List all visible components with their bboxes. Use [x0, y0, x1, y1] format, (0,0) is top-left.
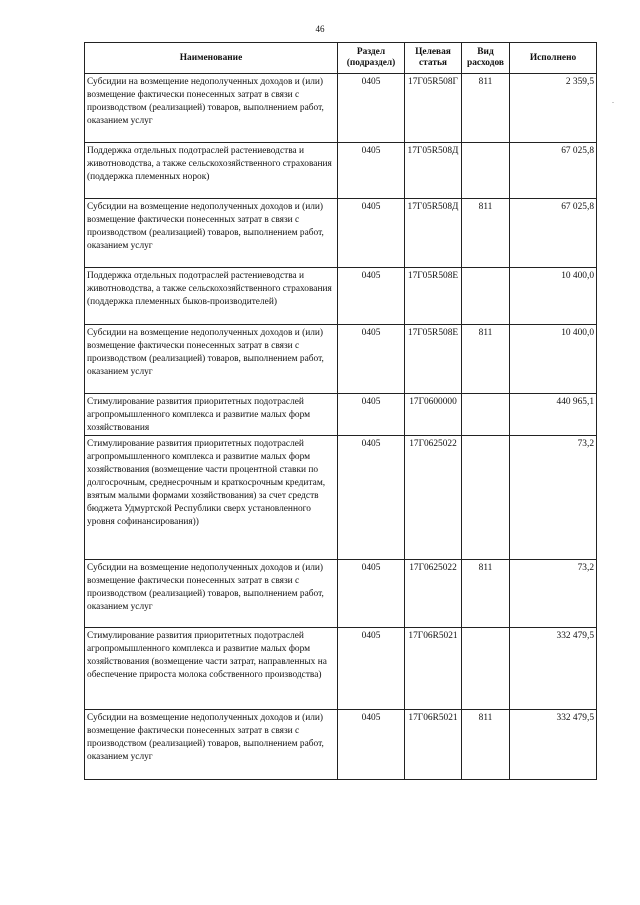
- budget-table: [84, 42, 597, 780]
- cell-executed: 10 400,0: [510, 268, 597, 325]
- cell-target: 17Г05R508Е: [405, 268, 462, 325]
- table-row: [85, 394, 597, 436]
- table-body: [85, 74, 597, 780]
- cell-name: Стимулирование развития приоритетных подотраслей агропромышленного комплекса и развитие малых форм хозяйствования: [85, 394, 338, 436]
- cell-executed: 67 025,8: [510, 143, 597, 199]
- cell-name: Стимулирование развития приоритетных подотраслей агропромышленного комплекса и развитие малых форм хозяйствования (возмещение части затрат, направленных на обеспечение прироста молока собственного производства): [85, 628, 338, 710]
- table-row: [85, 436, 597, 560]
- cell-target: 17Г05R508Д: [405, 199, 462, 268]
- cell-type: 811: [462, 325, 510, 394]
- cell-executed: 440 965,1: [510, 394, 597, 436]
- cell-target: 17Г06R5021: [405, 628, 462, 710]
- header-name: Наименование: [85, 43, 338, 74]
- table-header: [85, 43, 597, 74]
- cell-executed: 73,2: [510, 436, 597, 560]
- table-row: [85, 560, 597, 628]
- header-type: Вид расходов: [462, 43, 510, 74]
- table-row: [85, 74, 597, 143]
- page-number: 46: [315, 24, 325, 34]
- cell-target: 17Г06R5021: [405, 710, 462, 780]
- cell-section: 0405: [338, 560, 405, 628]
- table-row: [85, 268, 597, 325]
- cell-section: 0405: [338, 268, 405, 325]
- cell-name: Поддержка отдельных подотраслей растениеводства и животноводства, а также сельскохозяйственного страхования (поддержка племенных норок): [85, 143, 338, 199]
- cell-name: Поддержка отдельных подотраслей растениеводства и животноводства, а также сельскохозяйственного страхования (поддержка племенных быков-производителей): [85, 268, 338, 325]
- table-row: [85, 199, 597, 268]
- cell-executed: 10 400,0: [510, 325, 597, 394]
- cell-name: Субсидии на возмещение недополученных доходов и (или) возмещение фактически понесенных затрат в связи с производством (реализацией) товаров, выполнением работ, оказанием услуг: [85, 560, 338, 628]
- cell-target: 17Г0625022: [405, 436, 462, 560]
- cell-name: Субсидии на возмещение недополученных доходов и (или) возмещение фактически понесенных затрат в связи с производством (реализацией) товаров, выполнением работ, оказанием услуг: [85, 325, 338, 394]
- cell-section: 0405: [338, 325, 405, 394]
- cell-type: 811: [462, 74, 510, 143]
- cell-target: 17Г0600000: [405, 394, 462, 436]
- cell-type: [462, 143, 510, 199]
- cell-type: [462, 436, 510, 560]
- cell-type: [462, 628, 510, 710]
- cell-section: 0405: [338, 628, 405, 710]
- cell-type: 811: [462, 199, 510, 268]
- cell-section: 0405: [338, 199, 405, 268]
- cell-section: 0405: [338, 74, 405, 143]
- cell-type: 811: [462, 710, 510, 780]
- cell-executed: 2 359,5: [510, 74, 597, 143]
- cell-target: 17Г05R508Г: [405, 74, 462, 143]
- cell-section: 0405: [338, 710, 405, 780]
- cell-executed: 332 479,5: [510, 628, 597, 710]
- cell-target: 17Г05R508Д: [405, 143, 462, 199]
- header-section: Раздел (подраздел): [338, 43, 405, 74]
- table-row: [85, 325, 597, 394]
- cell-executed: 67 025,8: [510, 199, 597, 268]
- cell-name: Субсидии на возмещение недополученных доходов и (или) возмещение фактически понесенных затрат в связи с производством (реализацией) товаров, выполнением работ, оказанием услуг: [85, 74, 338, 143]
- cell-type: [462, 394, 510, 436]
- header-executed: Исполнено: [510, 43, 597, 74]
- cell-name: Субсидии на возмещение недополученных доходов и (или) возмещение фактически понесенных затрат в связи с производством (реализацией) товаров, выполнением работ, оказанием услуг: [85, 199, 338, 268]
- cell-target: 17Г05R508Е: [405, 325, 462, 394]
- cell-executed: 332 479,5: [510, 710, 597, 780]
- cell-type: 811: [462, 560, 510, 628]
- cell-name: Стимулирование развития приоритетных подотраслей агропромышленного комплекса и развитие малых форм хозяйствования (возмещение части процентной ставки по долгосрочным, среднесрочным и краткосрочным кредитам, взятым малыми формами хозяйствования) за счет средств бюджета Удмуртской Республики сверх установленного уровня софинансирования)): [85, 436, 338, 560]
- edge-mark: .: [612, 96, 614, 105]
- cell-type: [462, 268, 510, 325]
- cell-target: 17Г0625022: [405, 560, 462, 628]
- table-row: [85, 710, 597, 780]
- cell-section: 0405: [338, 394, 405, 436]
- table-row: [85, 628, 597, 710]
- cell-name: Субсидии на возмещение недополученных доходов и (или) возмещение фактически понесенных затрат в связи с производством (реализацией) товаров, выполнением работ, оказанием услуг: [85, 710, 338, 780]
- header-target: Целевая статья: [405, 43, 462, 74]
- table-row: [85, 143, 597, 199]
- cell-section: 0405: [338, 436, 405, 560]
- cell-executed: 73,2: [510, 560, 597, 628]
- cell-section: 0405: [338, 143, 405, 199]
